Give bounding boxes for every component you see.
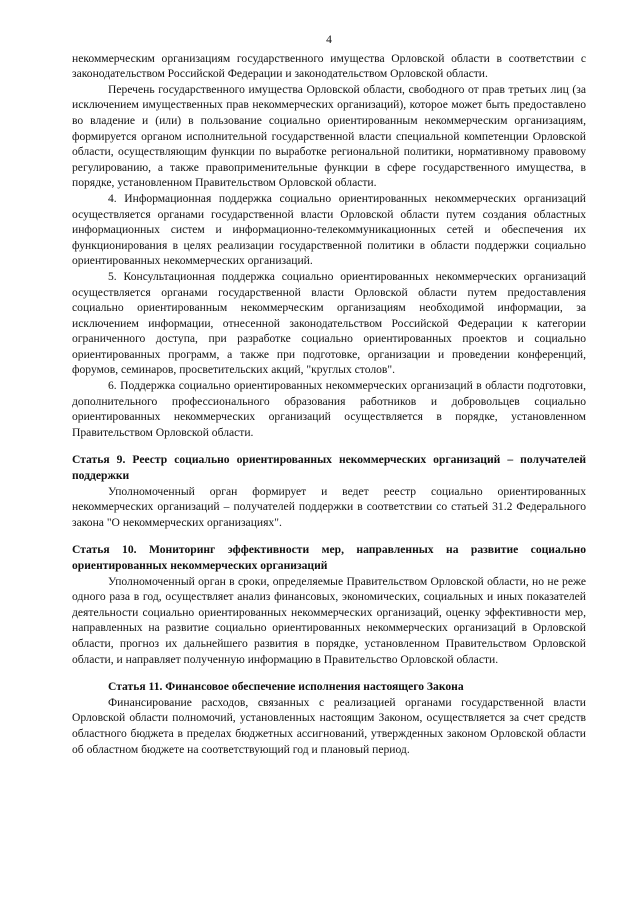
paragraph-property-transfer-end: некоммерческим организациям государственного имущества Орловской области в соответствии с законодательством Российской Федерации и законодательством Орловской области. bbox=[72, 51, 586, 81]
article-11-heading: Статья 11. Финансовое обеспечение исполнения настоящего Закона bbox=[108, 680, 464, 694]
article-10-heading: Статья 10. Мониторинг эффективности мер, направленных на развитие социально ориентированных некоммерческих организаций bbox=[72, 543, 586, 572]
article-9-heading: Статья 9. Реестр социально ориентированных некоммерческих организаций – получателей поддержки bbox=[72, 453, 586, 483]
article-11-paragraph: Финансирование расходов, связанных с реализацией органами государственной власти Орловской области полномочий, установленных настоящим Законом, осуществляется за счет средств областного бюджета в пределах бюджетных ассигнований, утвержденных законом Орловской области об областном бюджете на соответствующий год и плановый период. bbox=[72, 695, 586, 756]
article-10-paragraph: Уполномоченный орган в сроки, определяемые Правительством Орловской области, но не реже одного раза в год, осуществляет анализ финансовых, экономических, социальных и иных показателей деятельности социально ориентированных некоммерческих организаций, оценку эффективности мер, направленных на развитие социально ориентированных некоммерческих организаций в Орловской области, прогноз их дальнейшего развития в порядке, установленном Правительством Орловской области, и направляет полученную информацию в Правительство Орловской области. bbox=[72, 574, 586, 666]
paragraph-info-support: 4. Информационная поддержка социально ориентированных некоммерческих организаций осуществляется органами государственной власти Орловской области путем создания областных информационных систем и информационно-телекоммуникационных сетей и обеспечения их функционирования в целях реализации государственной политики в области поддержки социально ориентированных некоммерческих организаций. bbox=[72, 191, 586, 268]
paragraph-training-support: 6. Поддержка социально ориентированных некоммерческих организаций в области подготовки, дополнительного профессионального образования работников и добровольцев социально ориентированных некоммерческих организаций осуществляется в порядке, установленном Правительством Орловской области. bbox=[72, 379, 586, 439]
paragraph-property-list: Перечень государственного имущества Орловской области, свободного от прав третьих лиц (за исключением имущественных прав некоммерческих организаций), которое может быть предоставлено во владение и (или) в пользование социально ориентированным некоммерческим организациям, формируется органом исполнительной государственной власти специальной компетенции Орловской области, осуществляющим функции по выработке региональной политики, нормативному правовому регулированию, а также правоприменительные функции в сфере государственного имущества, в порядке, установленном Правительством Орловской области. bbox=[72, 82, 586, 190]
article-9-paragraph: Уполномоченный орган формирует и ведет реестр социально ориентированных некоммерческих организаций – получателей поддержки в соответствии со статьей 31.2 Федерального закона "О некоммерческих организациях". bbox=[72, 484, 586, 529]
paragraph-consulting-support: 5. Консультационная поддержка социально ориентированных некоммерческих организаций осуществляется органами государственной власти Орловской области путем предоставления социально ориентированным некоммерческим организациям необходимой информации, за исключением информации, отнесенной законодательством Российской Федерации к категории ограниченного доступа, при разработке социально ориентированных проектов и социально ориентированных программ, а также при подготовке, организации и проведении конференций, форумов, семинаров, просветительских акций, "круглых столов". bbox=[72, 269, 586, 377]
page-number: 4 bbox=[326, 33, 332, 46]
